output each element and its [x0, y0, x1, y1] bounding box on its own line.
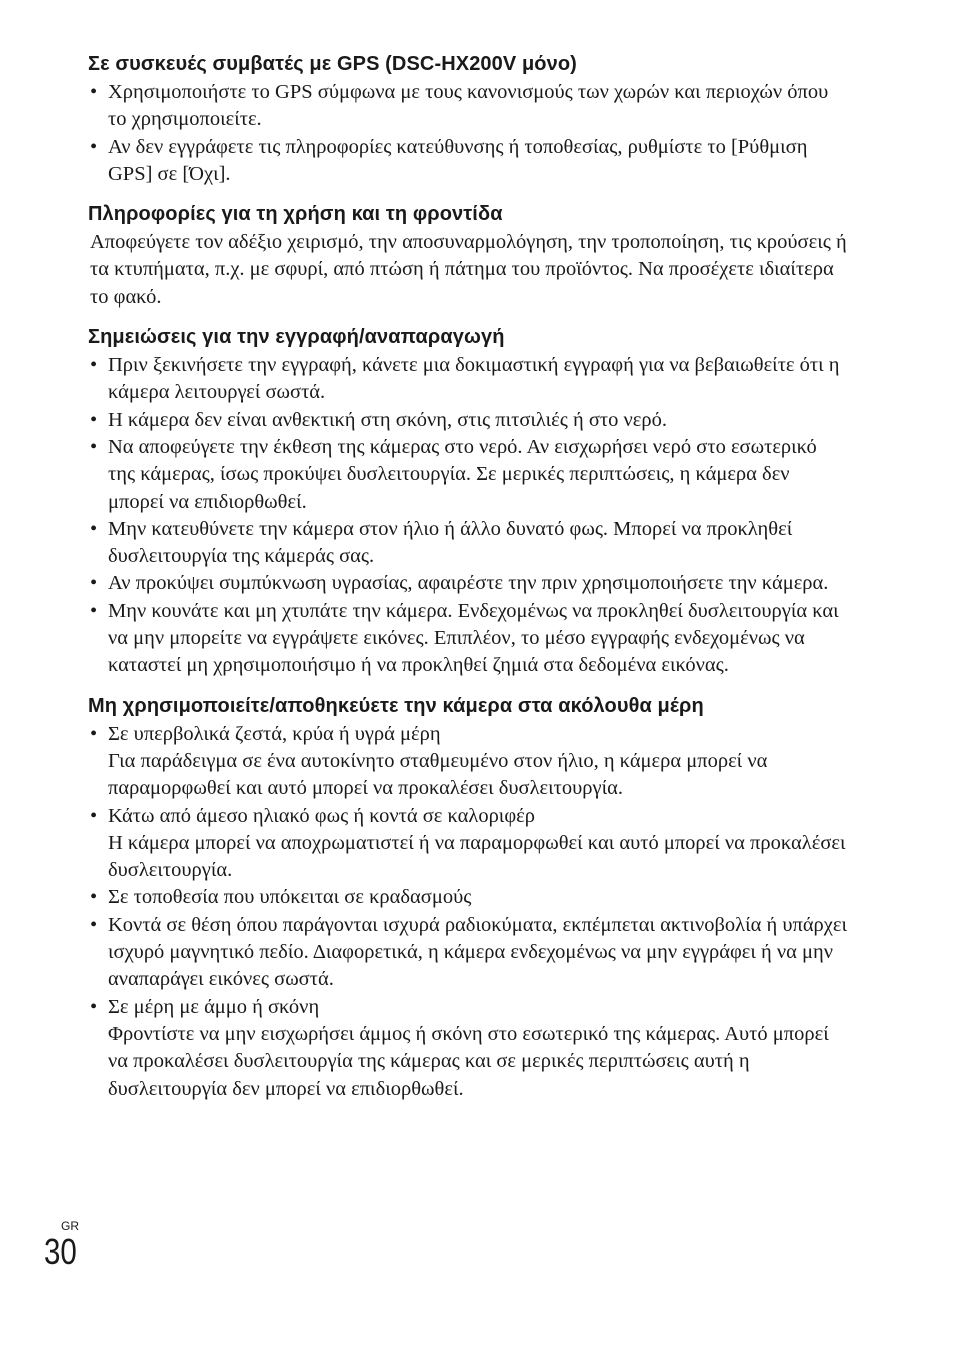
list-item: • Κοντά σε θέση όπου παράγονται ισχυρά ραδιοκύματα, εκπέμπεται ακτινοβολία ή υπάρχει ισχυρό μαγνητικό πεδίο. Διαφορετικά, η κάμερα ενδεχομένως να μην εγγράφει ή να μην αναπαράγει εικόνες σωστά.: [90, 913, 848, 991]
section-recording-notes: [88, 323, 848, 680]
bullet-icon: •: [90, 995, 98, 1018]
bullet-icon: •: [90, 435, 98, 458]
bullet-icon: •: [90, 599, 98, 622]
bullet-list: [88, 79, 848, 188]
section-gps: [88, 50, 848, 188]
list-item: • Πριν ξεκινήσετε την εγγραφή, κάνετε μια δοκιμαστική εγγραφή για να βεβαιωθείτε ότι η κάμερα λειτουργεί σωστά.: [90, 354, 840, 404]
bullet-icon: •: [90, 913, 98, 936]
list-item: • Να αποφεύγετε την έκθεση της κάμερας στο νερό. Αν εισχωρήσει νερό στο εσωτερικό της κάμερας, ίσως προκύψει δυσλειτουργία. Σε μερικές περιπτώσεις, η κάμερα δεν μπορεί να επιδιορθωθεί.: [90, 435, 817, 513]
item-detail: Φροντίστε να μην εισχωρήσει άμμος ή σκόνη στο εσωτερικό της κάμερας. Αυτό μπορεί να προκαλέσει δυσλειτουργία της κάμερας και σε μερικές περιπτώσεις αυτή η δυσλειτουργία δεν μπορεί να επιδιορθωθεί.: [108, 1022, 829, 1100]
list-item: • Κάτω από άμεσο ηλιακό φως ή κοντά σε καλοριφέρ Η κάμερα μπορεί να αποχρωματιστεί ή να παραμορφωθεί και αυτό μπορεί να προκαλέσει δυσλειτουργία.: [88, 803, 848, 885]
page-content: [88, 50, 848, 1115]
bullet-icon: •: [90, 886, 98, 909]
page-number: 30: [44, 1231, 77, 1272]
list-item: • Αν προκύψει συμπύκνωση υγρασίας, αφαιρέστε την πριν χρησιμοποιήσετε την κάμερα.: [88, 570, 848, 597]
section-heading: Σε συσκευές συμβατές με GPS (DSC-HX200V μόνο): [88, 53, 577, 75]
list-item: • Η κάμερα δεν είναι ανθεκτική στη σκόνη, στις πιτσιλιές ή στο νερό.: [88, 407, 848, 434]
list-item: • Αν δεν εγγράφετε τις πληροφορίες κατεύθυνσης ή τοποθεσίας, ρυθμίστε το [Ρύθμιση GPS] σε [Όχι].: [90, 135, 808, 185]
item-detail: Για παράδειγμα σε ένα αυτοκίνητο σταθμευμένο στον ήλιο, η κάμερα μπορεί να παραμορφωθεί και αυτό μπορεί να προκαλέσει δυσλειτουργία.: [108, 749, 768, 800]
item-detail: Η κάμερα μπορεί να αποχρωματιστεί ή να παραμορφωθεί και αυτό μπορεί να προκαλέσει δυσλειτουργία.: [108, 831, 846, 882]
section-heading: Πληροφορίες για τη χρήση και τη φροντίδα: [88, 203, 503, 226]
section-heading: Σημειώσεις για την εγγραφή/αναπαραγωγή: [88, 326, 505, 349]
section-heading: Μη χρησιμοποιείτε/αποθηκεύετε την κάμερα στα ακόλουθα μέρη: [88, 694, 704, 717]
list-item: • Μην κατευθύνετε την κάμερα στον ήλιο ή άλλο δυνατό φως. Μπορεί να προκληθεί δυσλειτουργία της κάμεράς σας.: [90, 517, 793, 568]
bullet-icon: •: [90, 135, 98, 158]
bullet-list: [88, 721, 848, 1103]
list-item: • Σε τοποθεσία που υπόκειται σε κραδασμούς: [88, 884, 848, 911]
bullet-icon: •: [90, 81, 98, 103]
section-use-and-care: [88, 200, 848, 311]
bullet-icon: •: [90, 408, 98, 431]
bullet-icon: •: [90, 722, 98, 745]
list-item: • Σε υπερβολικά ζεστά, κρύα ή υγρά μέρη Για παράδειγμα σε ένα αυτοκίνητο σταθμευμένο στον ήλιο, η κάμερα μπορεί να παραμορφωθεί και αυτό μπορεί να προκαλέσει δυσλειτουργία.: [88, 721, 848, 803]
list-item: • Σε μέρη με άμμο ή σκόνη Φροντίστε να μην εισχωρήσει άμμος ή σκόνη στο εσωτερικό της κάμερας. Αυτό μπορεί να προκαλέσει δυσλειτουργία της κάμερας και σε μερικές περιπτώσεις αυτή η δυσλειτουργία δεν μπορεί να επιδιορθωθεί.: [88, 994, 848, 1103]
section-paragraph: Αποφεύγετε τον αδέξιο χειρισμό, την αποσυναρμολόγηση, την τροποποίηση, τις κρούσεις ή τα κτυπήματα, π.χ. με σφυρί, από πτώση ή πάτημα του προϊόντος. Να προσέχετε ιδιαίτερα το φακό.: [90, 231, 847, 308]
bullet-icon: •: [90, 572, 98, 595]
bullet-list: [88, 352, 848, 680]
section-storage-locations: [88, 692, 848, 1103]
bullet-icon: •: [90, 354, 98, 377]
list-item: • Μην κουνάτε και μη χτυπάτε την κάμερα. Ενδεχομένως να προκληθεί δυσλειτουργία και να μην μπορείτε να εγγράψετε εικόνες. Επιπλέον, το μέσο εγγραφής ενδεχομένως να καταστεί μη χρησιμοποιήσιμο ή να προκληθεί ζημιά στα δεδομένα εικόνας.: [90, 599, 839, 677]
bullet-icon: •: [90, 804, 98, 827]
bullet-icon: •: [90, 517, 98, 540]
list-item: • Χρησιμοποιήστε το GPS σύμφωνα με τους κανονισμούς των χωρών και περιοχών όπου το χρησιμοποιείτε.: [90, 81, 829, 131]
language-code: GR: [61, 1219, 79, 1233]
